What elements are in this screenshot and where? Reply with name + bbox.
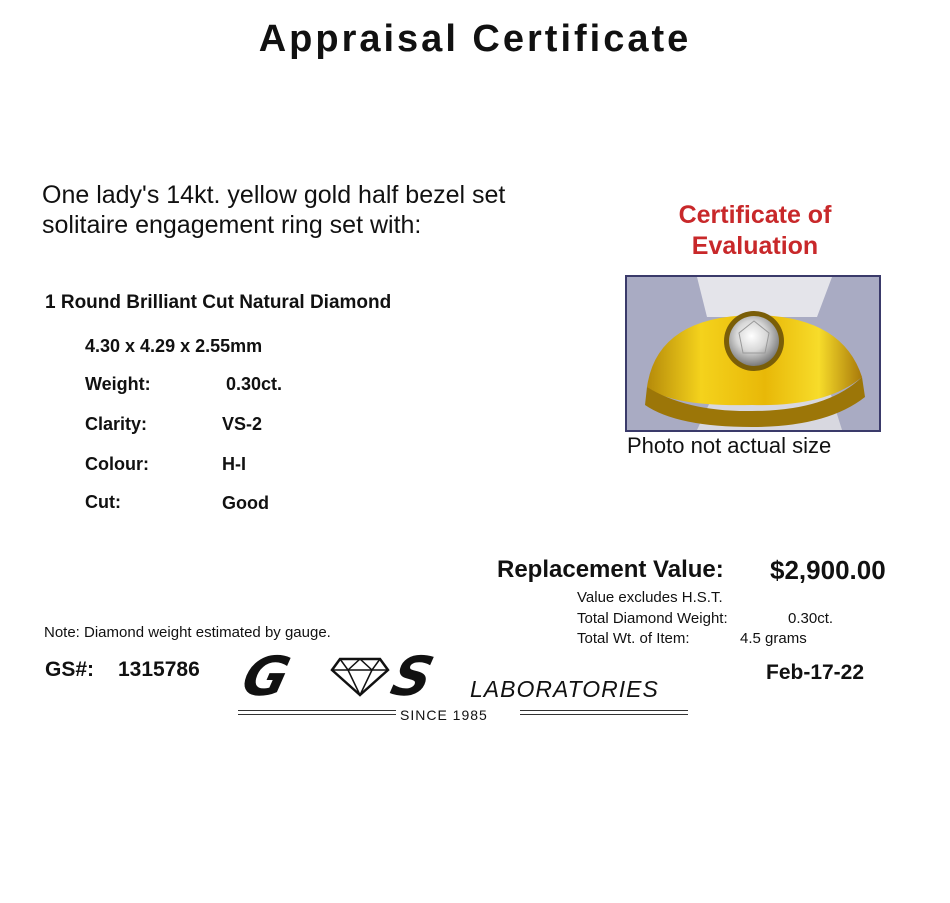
ring-illustration bbox=[627, 277, 879, 430]
logo-rule-left-top bbox=[238, 710, 396, 711]
stone-dimensions: 4.30 x 4.29 x 2.55mm bbox=[85, 336, 263, 356]
logo-letter-g: G bbox=[236, 645, 295, 708]
spec-value-clarity: VS-2 bbox=[222, 414, 263, 434]
description-line-2: solitaire engagement ring set with: bbox=[42, 211, 422, 239]
diamond-icon bbox=[330, 657, 390, 702]
certificate-title: Appraisal Certificate bbox=[258, 18, 692, 60]
stone-title: 1 Round Brilliant Cut Natural Diamond bbox=[45, 292, 392, 313]
logo-laboratories: LABORATORIES bbox=[470, 676, 659, 702]
spec-value-weight: 0.30ct. bbox=[226, 374, 283, 394]
description-line-1: One lady's 14kt. yellow gold half bezel set bbox=[42, 181, 506, 209]
logo-letter-s: S bbox=[385, 645, 438, 708]
total-item-weight-label: Total Wt. of Item: bbox=[577, 630, 690, 647]
certificate-date: Feb-17-22 bbox=[766, 661, 865, 684]
replacement-value-amount: $2,900.00 bbox=[770, 555, 886, 585]
evaluation-heading-line-1: Certificate of bbox=[678, 201, 832, 229]
spec-label-colour: Colour: bbox=[85, 454, 149, 474]
item-description bbox=[42, 180, 505, 240]
replacement-value-label: Replacement Value: bbox=[497, 556, 724, 583]
spec-label-weight: Weight: bbox=[85, 374, 151, 394]
ring-photo bbox=[625, 275, 881, 432]
photo-caption: Photo not actual size bbox=[627, 433, 832, 458]
weight-note: Note: Diamond weight estimated by gauge. bbox=[44, 624, 331, 641]
logo-since: SINCE 1985 bbox=[400, 707, 488, 723]
total-diamond-weight-label: Total Diamond Weight: bbox=[577, 610, 728, 627]
evaluation-heading-line-2: Evaluation bbox=[691, 232, 819, 260]
logo-rule-right-top bbox=[520, 710, 688, 711]
spec-value-colour: H-I bbox=[222, 454, 246, 474]
total-item-weight-value: 4.5 grams bbox=[740, 630, 807, 647]
logo-rule-right-bottom bbox=[520, 714, 688, 715]
gs-number-value: 1315786 bbox=[118, 658, 200, 681]
evaluation-heading bbox=[640, 200, 870, 262]
logo-rule-left-bottom bbox=[238, 714, 396, 715]
gs-number-label: GS#: bbox=[45, 658, 95, 681]
total-diamond-weight-value: 0.30ct. bbox=[788, 610, 834, 627]
value-excludes-note: Value excludes H.S.T. bbox=[577, 589, 723, 606]
spec-label-cut: Cut: bbox=[85, 492, 121, 512]
spec-value-cut: Good bbox=[222, 493, 269, 513]
spec-label-clarity: Clarity: bbox=[85, 414, 148, 434]
